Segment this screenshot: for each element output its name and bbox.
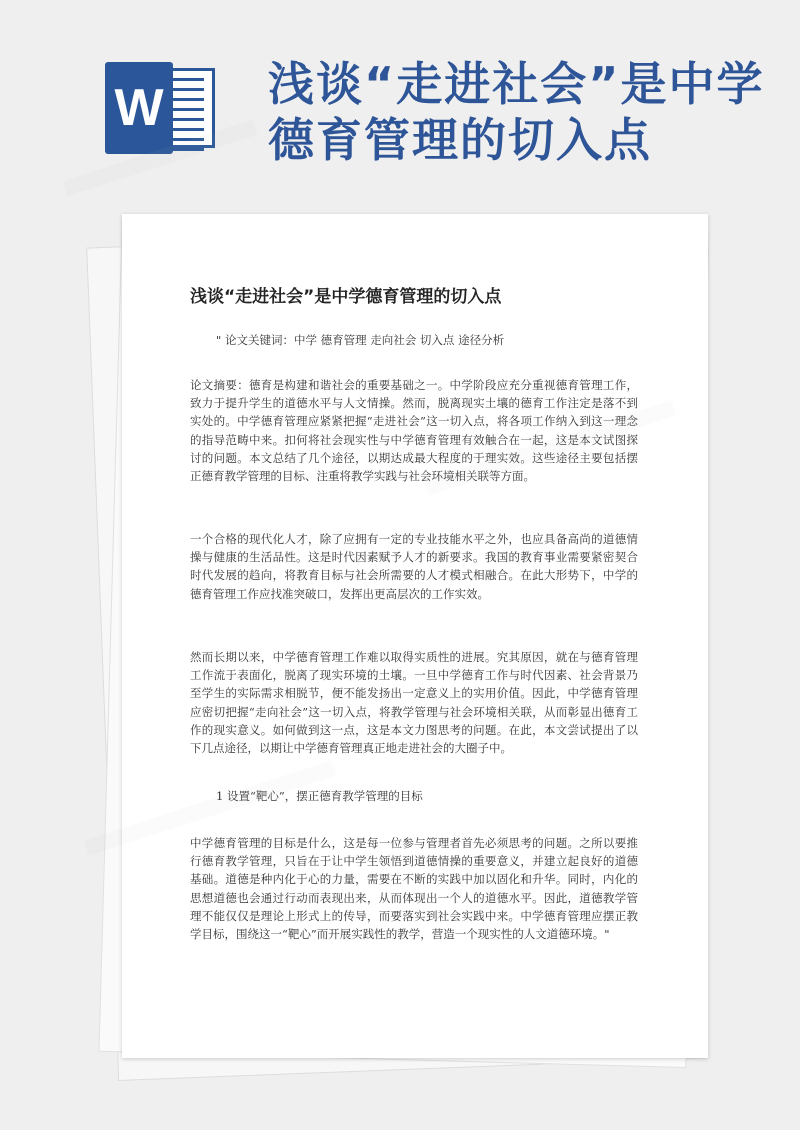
word-logo-letter: W (105, 62, 173, 154)
body-paragraph-2: 一个合格的现代化人才，除了应拥有一定的专业技能水平之外，也应具备高尚的道德情操与健康的生活品性。这是时代因素赋予人才的新要求。我国的教育事业需要紧密契合时代发展的趋向，将教育目标与社会所需要的人才模式相融合。在此大形势下，中学的德育管理工作应找准突破口，发挥出更高层次的工作实效。 (190, 532, 638, 601)
body-paragraph-3: 然而长期以来，中学德育管理工作难以取得实质性的进展。究其原因，就在与德育管理工作流于表面化，脱离了现实环境的土壤。一旦中学德育工作与时代因素、社会背景乃至学生的实际需求相脱节，便不能发扬出一定意义上的实用价值。因此，中学德育管理应密切把握“走向社会”这一切入点，将教学管理与社会环境相关联，从而彰显出德育工作的现实意义。如何做到这一点，这是本文力图思考的问题。在此，本文尝试提出了以下几点途径，以期让中学德育管理真正地走进社会的大圈子中。 (190, 650, 638, 756)
document-page (122, 214, 708, 1058)
document-title: 浅谈“走进社会”是中学德育管理的切入点 (190, 287, 502, 307)
section-heading: 1 设置“靶心”，摆正德育教学管理的目标 (216, 789, 423, 803)
page-title: 浅谈“走进社会”是中学德育管理的切入点 (268, 57, 765, 167)
keywords-line: " 论文关键词：中学 德育管理 走向社会 切入点 途径分析 (216, 333, 505, 347)
body-paragraph-5: 中学德育管理的目标是什么，这是每一位参与管理者首先必须思考的问题。之所以要推行德育教学管理，只旨在于让中学生领悟到道德情操的重要意义，并建立起良好的道德基础。道德是种内化于心的力量，需要在不断的实践中加以固化和升华。同时，内化的思想道德也会通过行动而表现出来，从而体现出一个人的道德水平。因此，道德教学管理不能仅仅是理论上形式上的传导，而要落实到社会实践中来。中学德育管理应摆正教学目标，围绕这一“靶心”而开展实践性的教学，营造一个现实性的人文道德环境。" (190, 836, 638, 942)
abstract-paragraph: 论文摘要：德育是构建和谐社会的重要基础之一。中学阶段应充分重视德育管理工作，致力于提升学生的道德水平与人文情操。然而，脱离现实土壤的德育工作注定是落不到实处的。中学德育管理应紧紧把握“走进社会”这一切入点，将各项工作纳入到这一理念的指导范畴中来。扣何将社会现实性与中学德育管理有效触合在一起，这是本文试图探讨的问题。本文总结了几个途径，以期达成最大程度的于理实效。这些途径主要包括摆正德育教学管理的目标、注重将教学实践与社会环境相关联等方面。 (190, 378, 638, 484)
